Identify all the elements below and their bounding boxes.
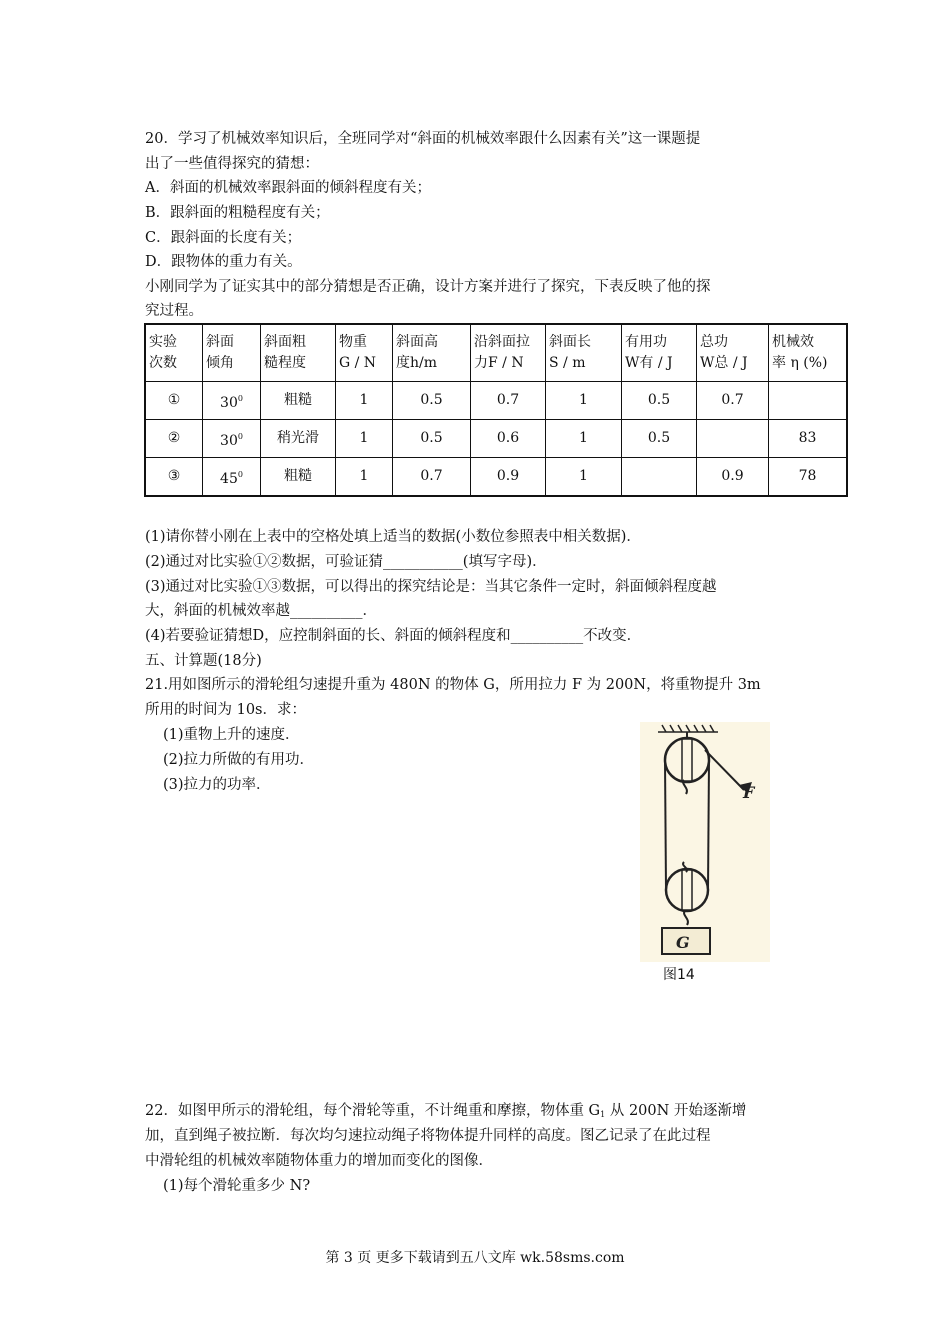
q22-sub1: (1)每个滑轮重多少 N?	[163, 1178, 311, 1194]
experiment-table	[144, 323, 848, 497]
table-cell: 1	[336, 458, 393, 497]
table-cell: 1	[546, 420, 622, 458]
q21-sub1: (1)重物上升的速度．	[163, 727, 300, 743]
table-cell: $45^0$	[203, 458, 261, 497]
q21-line2: 所用的时间为 10s．求：	[145, 702, 307, 718]
pulley-figure	[640, 722, 770, 962]
table-cell: 0.7	[697, 382, 769, 420]
q22-line1: 22．如图甲所示的滑轮组，每个滑轮等重，不计绳重和摩擦，物体重 $G_1$ 从 200N 开始逐渐增	[145, 1103, 747, 1119]
header-cell: 有用功 W有 / J	[622, 324, 697, 382]
force-label: F	[743, 783, 755, 802]
q20-sub1: (1)请你替小刚在上表中的空格处填上适当的数据(小数位参照表中相关数据)．	[145, 529, 641, 545]
table-row	[145, 420, 847, 458]
q20-option-c: C．跟斜面的长度有关；	[145, 230, 302, 246]
header-cell: 实验 次数	[145, 324, 203, 382]
q20-option-b: B．跟斜面的粗糙程度有关；	[145, 205, 330, 221]
table-cell: 0.6	[471, 420, 546, 458]
q22-line2: 加，直到绳子被拉断．每次均匀速拉动绳子将物体提升同样的高度。图乙记录了在此过程	[145, 1128, 711, 1144]
table-cell: $30^0$	[203, 420, 261, 458]
table-cell: 粗糙	[261, 382, 336, 420]
table-cell: 0.5	[622, 420, 697, 458]
q20-option-d: D．跟物体的重力有关。	[145, 254, 302, 270]
table-cell	[697, 420, 769, 458]
page-footer: 第 3 页 更多下载请到五八文库 wk.58sms.com	[325, 1250, 625, 1266]
q22-line3: 中滑轮组的机械效率随物体重力的增加而变化的图像．	[145, 1153, 493, 1169]
load-label: G	[676, 933, 690, 952]
table-cell: 1	[336, 420, 393, 458]
table-row	[145, 458, 847, 497]
table-cell: 1	[336, 382, 393, 420]
table-cell: 粗糙	[261, 458, 336, 497]
table-row	[145, 382, 847, 420]
table-cell: ②	[145, 420, 203, 458]
table-cell: 1	[546, 458, 622, 497]
header-cell: 斜面粗 糙程度	[261, 324, 336, 382]
table-cell: 0.9	[697, 458, 769, 497]
table-cell: 78	[769, 458, 848, 497]
q20-intro-line1: 20．学习了机械效率知识后，全班同学对“斜面的机械效率跟什么因素有关”这一课题提	[145, 131, 701, 147]
q20-option-a: A．斜面的机械效率跟斜面的倾斜程度有关；	[145, 180, 431, 196]
q20-desc-line1: 小刚同学为了证实其中的部分猜想是否正确，设计方案并进行了探究，下表反映了他的探	[145, 279, 711, 295]
table-cell: $30^0$	[203, 382, 261, 420]
q20-sub2: (2)通过对比实验①②数据，可验证猜___________(填写字母)．	[145, 554, 547, 570]
table-cell: 0.5	[622, 382, 697, 420]
header-cell: 斜面长 S / m	[546, 324, 622, 382]
q20-sub3-line1: (3)通过对比实验①③数据，可以得出的探究结论是：当其它条件一定时，斜面倾斜程度越	[145, 579, 717, 595]
table-cell: 稍光滑	[261, 420, 336, 458]
figure-caption: 图14	[663, 967, 695, 983]
table-cell	[769, 382, 848, 420]
table-cell	[622, 458, 697, 497]
table-cell: 0.5	[393, 382, 471, 420]
table-cell: 83	[769, 420, 848, 458]
q21-sub3: (3)拉力的功率．	[163, 777, 271, 793]
table-header-row	[145, 324, 847, 382]
table-cell: ③	[145, 458, 203, 497]
table-cell: ①	[145, 382, 203, 420]
header-cell: 斜面高 度h/m	[393, 324, 471, 382]
q20-sub4: (4)若要验证猜想D，应控制斜面的长、斜面的倾斜程度和__________不改变．	[145, 628, 642, 644]
header-cell: 总功 W总 / J	[697, 324, 769, 382]
q20-intro-line2: 出了一些值得探究的猜想：	[145, 156, 319, 172]
header-cell: 物重 G / N	[336, 324, 393, 382]
header-cell: 斜面 倾角	[203, 324, 261, 382]
header-cell: 沿斜面拉 力F / N	[471, 324, 546, 382]
q20-sub3-line2: 大，斜面的机械效率越__________．	[145, 603, 377, 619]
header-cell: 机械效 率 η (%)	[769, 324, 848, 382]
table-cell: 0.7	[393, 458, 471, 497]
q21-line1: 21.用如图所示的滑轮组匀速提升重为 480N 的物体 G，所用拉力 F 为 200N，将重物提升 3m	[145, 677, 761, 693]
q20-desc-line2: 究过程。	[145, 303, 203, 319]
table-cell: 0.5	[393, 420, 471, 458]
section-heading: 五、计算题(18分)	[145, 653, 262, 669]
table-cell: 0.7	[471, 382, 546, 420]
table-cell: 0.9	[471, 458, 546, 497]
figure-background	[640, 722, 770, 962]
q21-sub2: (2)拉力所做的有用功．	[163, 752, 315, 768]
table-cell: 1	[546, 382, 622, 420]
